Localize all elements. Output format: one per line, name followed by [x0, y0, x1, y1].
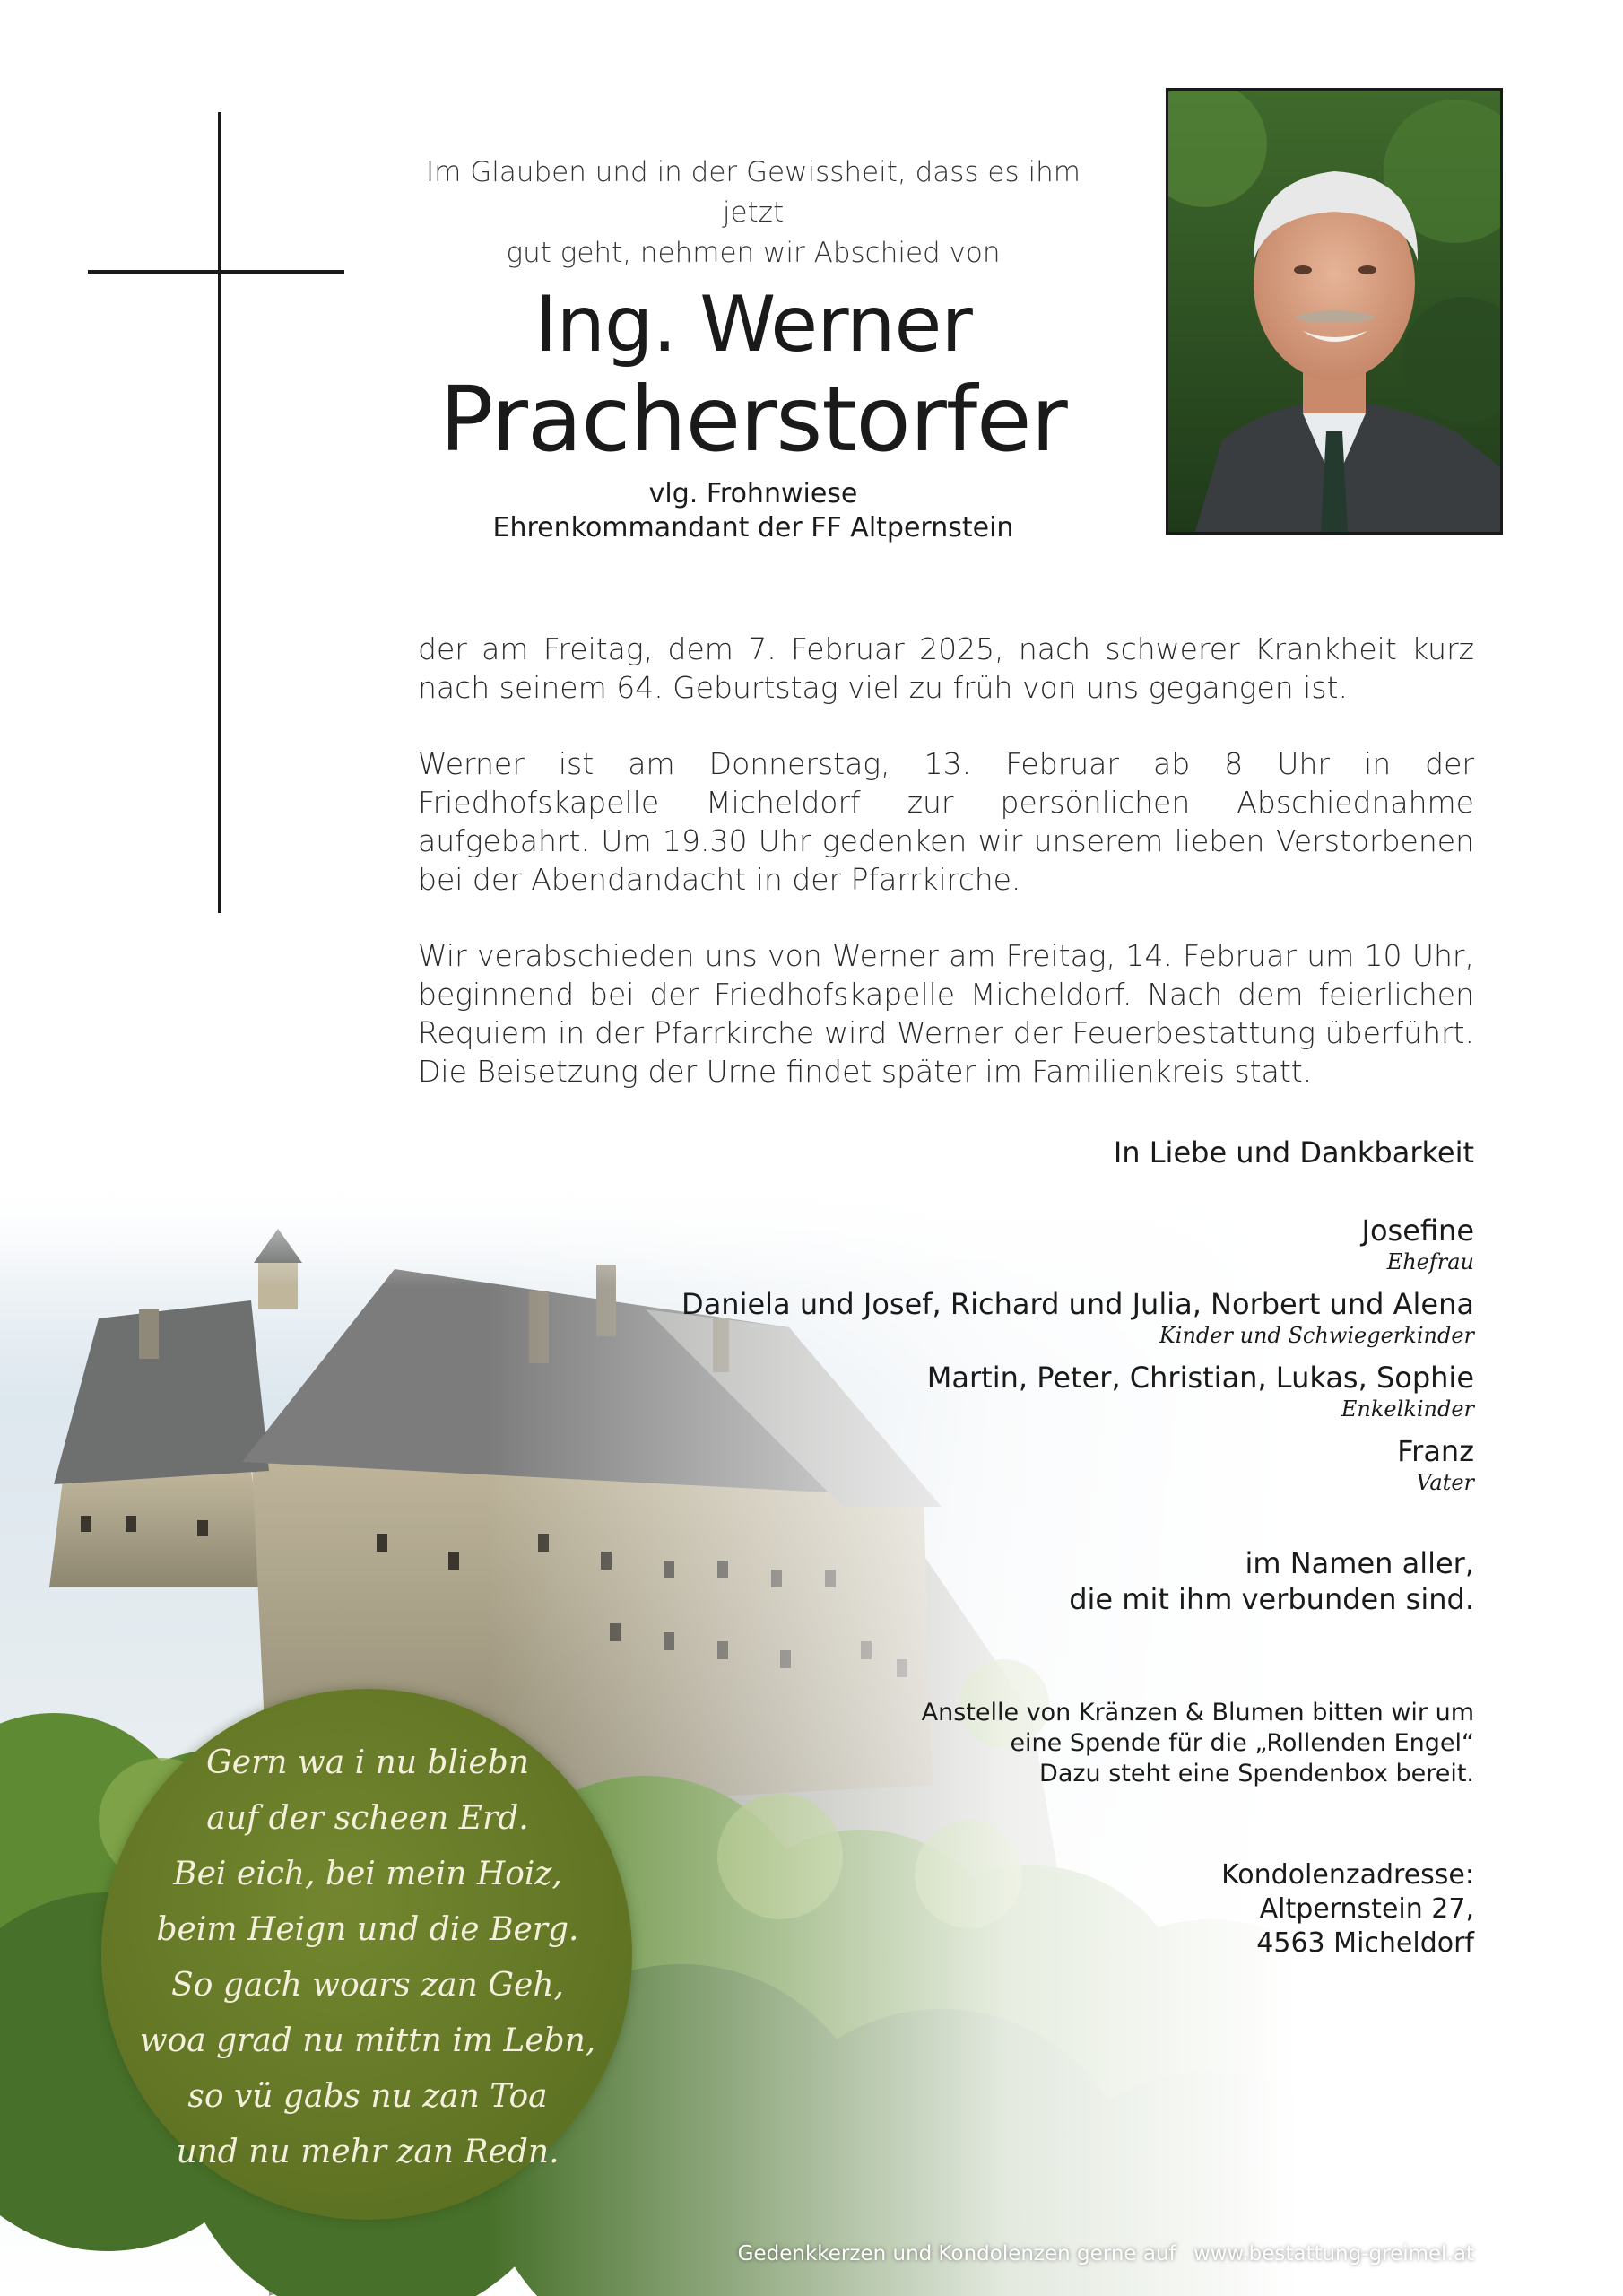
portrait-photo	[1166, 88, 1503, 535]
im-namen-aller	[1069, 1545, 1474, 1617]
namens-line: im Namen aller,	[1245, 1546, 1474, 1580]
poem-line: so vü gabs nu zan Toa	[187, 2078, 548, 2115]
poem-line: So gach woars zan Geh,	[171, 1967, 564, 2004]
family-entry	[681, 1286, 1474, 1349]
spende-line: eine Spende für die „Rollenden Engel“	[1010, 1729, 1474, 1757]
family-entry	[681, 1360, 1474, 1422]
family-member-role: Enkelkinder	[1341, 1396, 1474, 1422]
footer	[738, 2242, 1474, 2266]
family-entry	[681, 1433, 1474, 1496]
subtitle-line: Ehrenkommandant der FF Altpernstein	[492, 512, 1014, 544]
deceased-name-first: Ing. Werner	[534, 280, 972, 370]
donation-note	[922, 1698, 1474, 1789]
family-member-role: Vater	[1416, 1470, 1474, 1495]
footer-website-link[interactable]: www.bestattung-greimel.at	[1193, 2242, 1474, 2266]
cross-horizontal-bar	[88, 270, 344, 274]
family-member-role: Ehefrau	[1386, 1249, 1474, 1274]
poem-line: auf der scheen Erd.	[206, 1800, 529, 1837]
poem-line: beim Heign und die Berg.	[156, 1911, 579, 1948]
adresse-line: 4563 Micheldorf	[1256, 1927, 1474, 1959]
family-member-name: Franz	[1397, 1434, 1474, 1468]
spende-line: Anstelle von Kränzen & Blumen bitten wir um	[921, 1699, 1474, 1726]
portrait-image	[1168, 91, 1500, 532]
intro-line: Im Glauben und in der Gewissheit, dass es ihm jetzt	[426, 156, 1081, 229]
intro-line: gut geht, nehmen wir Abschied von	[506, 237, 1001, 269]
spende-line: Dazu steht eine Spendenbox bereit.	[1039, 1760, 1474, 1787]
announcement-body	[418, 630, 1474, 1128]
poem-text	[126, 1735, 610, 2180]
cross-vertical-bar	[218, 112, 221, 913]
family-member-role: Kinder und Schwiegerkinder	[1159, 1323, 1474, 1348]
adresse-line: Kondolenzadresse:	[1221, 1859, 1474, 1891]
family-member-name: Daniela und Josef, Richard und Julia, Norbert und Alena	[681, 1287, 1474, 1321]
body-paragraph: Wir verabschieden uns von Werner am Freitag, 14. Februar um 10 Uhr, beginnend bei der Friedhofskapelle Micheldorf. Nach dem feierlichen Requiem in der Pfarrkirche wird Werner der Feuerbestattung überführt. Die Beisetzung der Urne findet später im Familienkreis statt.	[418, 938, 1474, 1089]
footer-text: Gedenkkerzen und Kondolenzen gerne auf	[737, 2242, 1176, 2266]
deceased-subtitle	[395, 477, 1112, 545]
family-entry	[681, 1213, 1474, 1275]
dankbarkeit-text: In Liebe und Dankbarkeit	[1113, 1135, 1474, 1170]
poem-line: Bei eich, bei mein Hoiz,	[173, 1856, 562, 1892]
family-member-name: Martin, Peter, Christian, Lukas, Sophie	[926, 1361, 1474, 1395]
adresse-line: Altpernstein 27,	[1259, 1893, 1474, 1925]
body-paragraph: Werner ist am Donnerstag, 13. Februar ab 8 Uhr in der Friedhofskapelle Micheldorf zur persönlichen Abschiednahme aufgebahrt. Um 19.30 Uhr gedenken wir unserem lieben Verstorbenen bei der Abendandacht in der Pfarrkirche.	[418, 746, 1474, 897]
poem-line: woa grad nu mittn im Lebn,	[139, 2022, 596, 2059]
poem-line: Gern wa i nu bliebn	[206, 1744, 529, 1781]
poem-line: und nu mehr zan Redn.	[176, 2134, 560, 2170]
subtitle-line: vlg. Frohnwiese	[648, 478, 858, 509]
family-list	[681, 1213, 1474, 1507]
deceased-name-last: Pracherstorfer	[439, 367, 1067, 472]
intro-text	[395, 152, 1112, 274]
family-member-name: Josefine	[1361, 1213, 1474, 1248]
condolence-address	[1221, 1858, 1474, 1961]
body-paragraph: der am Freitag, dem 7. Februar 2025, nach schwerer Krankheit kurz nach seinem 64. Geburtstag viel zu früh von uns gegangen ist.	[418, 631, 1474, 705]
namens-line: die mit ihm verbunden sind.	[1069, 1582, 1474, 1616]
